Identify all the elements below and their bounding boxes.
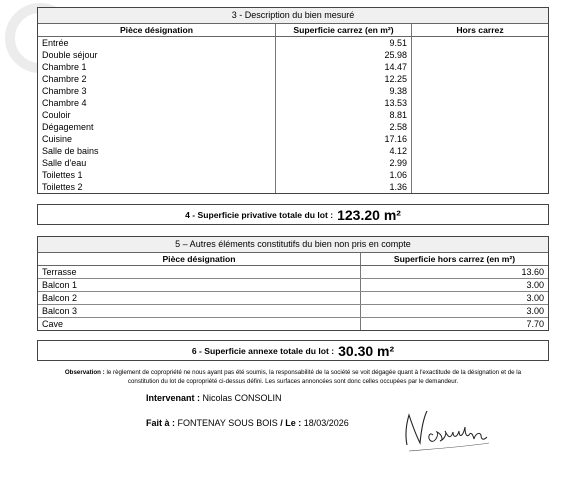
room-carrez: 9.51	[276, 37, 412, 49]
element-value: 7.70	[526, 319, 544, 329]
room-hors-carrez	[412, 121, 548, 133]
intervenant-name: Nicolas CONSOLIN	[202, 393, 282, 403]
description-table-header	[38, 24, 548, 37]
table-row	[38, 109, 548, 121]
table-row	[38, 292, 548, 305]
table-row	[38, 37, 548, 49]
room-name: Chambre 3	[38, 85, 276, 97]
room-carrez: 4.12	[276, 145, 412, 157]
description-table-body	[38, 37, 548, 193]
room-hors-carrez	[412, 49, 548, 61]
total-privative-label: 4 - Superficie privative totale du lot :	[185, 209, 334, 220]
table-row	[38, 279, 548, 292]
total-privative-value: 123.20 m²	[337, 206, 401, 223]
room-name: Entrée	[38, 37, 276, 49]
room-hors-carrez	[412, 181, 548, 193]
element-name: Balcon 1	[38, 279, 361, 291]
element-value: 3.00	[526, 293, 544, 303]
header-piece: Pièce désignation	[38, 24, 276, 36]
room-hors-carrez	[412, 73, 548, 85]
room-carrez: 25.98	[276, 49, 412, 61]
room-carrez: 13.53	[276, 97, 412, 109]
table-row	[38, 97, 548, 109]
room-carrez: 17.16	[276, 133, 412, 145]
table-row	[38, 133, 548, 145]
element-value: 13.60	[521, 267, 544, 277]
room-name: Dégagement	[38, 121, 276, 133]
table-row	[38, 61, 548, 73]
section-5-title: 5 – Autres éléments constitutifs du bien non pris en compte	[38, 237, 548, 253]
fait-label: Fait à :	[146, 418, 176, 428]
room-hors-carrez	[412, 109, 548, 121]
room-carrez: 1.06	[276, 169, 412, 181]
room-carrez: 14.47	[276, 61, 412, 73]
element-name: Terrasse	[38, 266, 361, 278]
fait-place: FONTENAY SOUS BOIS	[177, 418, 278, 428]
room-name: Couloir	[38, 109, 276, 121]
room-carrez: 12.25	[276, 73, 412, 85]
table-row	[38, 318, 548, 330]
room-hors-carrez	[412, 169, 548, 181]
table-row	[38, 169, 548, 181]
room-hors-carrez	[412, 157, 548, 169]
table-row	[38, 157, 548, 169]
table-row	[38, 305, 548, 318]
table-row	[38, 73, 548, 85]
intervenant-line	[146, 393, 282, 403]
table-row	[38, 181, 548, 193]
observation-note	[50, 369, 536, 386]
room-name: Toilettes 2	[38, 181, 276, 193]
room-carrez: 9.38	[276, 85, 412, 97]
room-carrez: 1.36	[276, 181, 412, 193]
table-row	[38, 121, 548, 133]
room-name: Salle de bains	[38, 145, 276, 157]
room-name: Double séjour	[38, 49, 276, 61]
room-name: Chambre 1	[38, 61, 276, 73]
section-3-title: 3 - Description du bien mesuré	[38, 8, 548, 24]
total-annexe-label: 6 - Superficie annexe totale du lot :	[191, 345, 335, 356]
room-name: Toilettes 1	[38, 169, 276, 181]
total-annexe-box	[37, 340, 549, 361]
header-piece-2: Pièce désignation	[38, 253, 361, 265]
element-value: 3.00	[526, 280, 544, 290]
room-carrez: 8.81	[276, 109, 412, 121]
intervenant-label: Intervenant :	[146, 393, 201, 403]
other-elements-body	[38, 266, 548, 330]
observation-label: Observation :	[64, 369, 105, 376]
room-carrez: 2.58	[276, 121, 412, 133]
element-name: Balcon 2	[38, 292, 361, 304]
table-row	[38, 145, 548, 157]
other-elements-header	[38, 253, 548, 266]
element-value: 3.00	[526, 306, 544, 316]
table-row	[38, 49, 548, 61]
total-annexe-value: 30.30 m²	[338, 342, 395, 359]
room-hors-carrez	[412, 85, 548, 97]
table-row	[38, 85, 548, 97]
other-elements-table	[37, 236, 549, 331]
fait-line	[146, 418, 349, 428]
room-hors-carrez	[412, 37, 548, 49]
room-name: Salle d'eau	[38, 157, 276, 169]
signature-image	[393, 405, 493, 455]
header-hors-carrez: Hors carrez	[456, 25, 504, 35]
room-name: Chambre 4	[38, 97, 276, 109]
element-name: Balcon 3	[38, 305, 361, 317]
room-hors-carrez	[412, 61, 548, 73]
table-row	[38, 266, 548, 279]
element-name: Cave	[38, 318, 361, 330]
room-name: Cuisine	[38, 133, 276, 145]
fait-date: 18/03/2026	[303, 418, 349, 428]
room-hors-carrez	[412, 97, 548, 109]
room-hors-carrez	[412, 145, 548, 157]
fait-date-label: / Le :	[280, 418, 302, 428]
room-carrez: 2.99	[276, 157, 412, 169]
header-carrez: Superficie carrez (en m²)	[276, 24, 412, 36]
description-table	[37, 7, 549, 194]
room-name: Chambre 2	[38, 73, 276, 85]
total-privative-box	[37, 204, 549, 225]
header-hors-carrez-2: Superficie hors carrez (en m²)	[393, 254, 516, 264]
observation-text: le règlement de copropriété ne nous ayant pas été soumis, la responsabilité de la société se voit dégagée quant à l'exactitude de la désignation et de la constitution du lot de copropriété ci-dessus défini. Les surfaces annoncées sont donc celles occupées par le demandeur.	[106, 369, 522, 385]
room-hors-carrez	[412, 133, 548, 145]
